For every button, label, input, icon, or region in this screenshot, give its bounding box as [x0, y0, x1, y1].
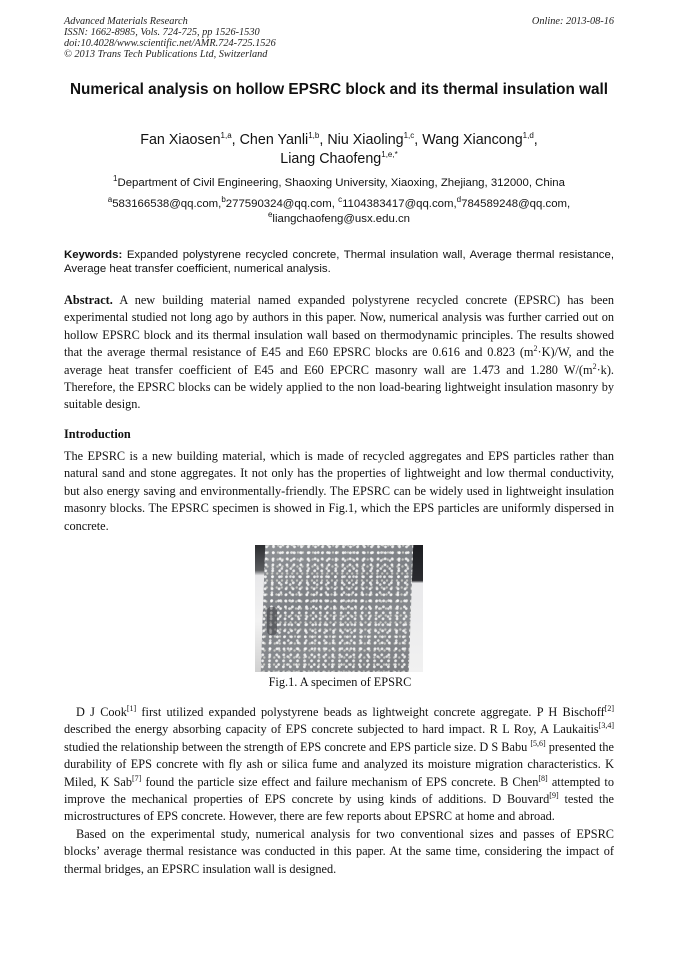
abstract: [64, 292, 614, 414]
keywords-text: Expanded polystyrene recycled concrete, Thermal insulation wall, Average thermal resistance, Average heat transfer coefficient, numerical analysis.: [64, 249, 615, 275]
paragraph-text: found the particle size effect and failure mechanism of EPS concrete. B Chen: [141, 774, 539, 789]
paragraph-text: described the energy absorbing capacity of EPS concrete subjected to hard impact. R L Roy, A Laukaitis: [64, 722, 599, 737]
email-superscript: e: [267, 210, 273, 220]
affiliation-superscript: 1: [113, 174, 118, 184]
author-superscript: 1,d: [522, 131, 534, 141]
email-superscript: a: [107, 195, 113, 205]
journal-header: [64, 16, 276, 60]
author-superscript: 1,a: [220, 131, 232, 141]
copyright-line: © 2013 Trans Tech Publications Ltd, Switzerland: [64, 49, 268, 60]
citation[interactable]: [8]: [538, 773, 548, 783]
journal-name: Advanced Materials Research: [64, 16, 188, 27]
email-superscript: b: [221, 195, 226, 205]
doi-line: doi:10.4028/www.scientific.net/AMR.724-725.1526: [64, 38, 276, 49]
author-superscript: 1,c: [403, 131, 415, 141]
citation[interactable]: [3,4]: [598, 721, 614, 731]
figure-caption: Fig.1. A specimen of EPSRC: [268, 675, 412, 689]
issn-line: ISSN: 1662-8985, Vols. 724-725, pp 1526-1530: [64, 27, 260, 38]
abstract-label: Abstract.: [64, 293, 113, 307]
author-name: Wang Xiancong: [422, 132, 523, 148]
email-link[interactable]: 277590324@qq.com: [225, 198, 332, 210]
abstract-text: ·k). Therefore, the EPSRC blocks can be widely applied to the non load-bearing lightweight insulation masonry by suitable design.: [64, 362, 614, 412]
paragraph-text: first utilized expanded polystyrene beads as lightweight concrete aggregate. P H Bischoff: [136, 705, 605, 719]
literature-review-paragraph: [64, 704, 614, 826]
citation[interactable]: [5,6]: [530, 738, 546, 748]
email-link[interactable]: liangchaofeng@usx.edu.cn: [272, 213, 411, 225]
study-scope-paragraph: Based on the experimental study, numerical analysis for two conventional sizes and passes of EPSRC blocks’ average thermal resistance was conducted in this paper. At the same time, considering the impact of thermal bridges, an EPSRC insulation wall is designed.: [64, 827, 614, 876]
paragraph-text: presented the durability of EPS concrete with fly ash or silica fume and analyzed its moisture migration characteristics. K Miled, K Sab: [64, 739, 614, 789]
concrete-slab: [261, 545, 413, 672]
author-superscript: 1,b: [308, 131, 320, 141]
abstract-text: A new building material named expanded polystyrene recycled concrete (EPSRC) has been experimental studied not long ago by authors in this paper. Now, numerical analysis was further carried out on hollow EPSRC block and its thermal insulation wall based on thermodynamic principles. The results showed that the average thermal resistance of E45 and E60 EPSRC blocks are 0.616 and 0.823 (m: [64, 293, 614, 360]
author-name: Chen Yanli: [239, 132, 309, 148]
citation[interactable]: [9]: [549, 790, 559, 800]
paper-title: Numerical analysis on hollow EPSRC block and its thermal insulation wall: [69, 81, 609, 98]
abstract-text: ·K)/W, and the average heat transfer coefficient of E45 and E60 EPCRC masonry wall are 1.473 and 1.280 W/(m: [64, 345, 614, 377]
citation[interactable]: [7]: [132, 773, 142, 783]
author-superscript: 1,e,*: [381, 150, 398, 160]
keywords: [64, 248, 614, 276]
author-name: Liang Chaofeng: [280, 151, 382, 167]
intro-paragraph: The EPSRC is a new building material, which is made of recycled aggregates and EPS particles rather than natural sand and stone aggregates. It not only has the properties of lightweight and low thermal conductivity, but also energy saving and environmentally-friendly. The EPSRC can be widely used in lightweight insulation masonry blocks. The EPSRC specimen is showed in Fig.1, which the EPS particles are uniformly dispersed in concrete.: [64, 449, 614, 533]
email-link[interactable]: 1104383417@qq.com: [342, 198, 454, 210]
email-superscript: c: [338, 195, 343, 205]
affiliation-text: Department of Civil Engineering, Shaoxing University, Xiaoxing, Zhejiang, 312000, China: [117, 177, 565, 189]
author-name: Niu Xiaoling: [327, 132, 404, 148]
paragraph-text: D J Cook: [76, 705, 127, 719]
citation[interactable]: [2]: [604, 703, 614, 713]
slab-stain: [267, 607, 277, 635]
citation[interactable]: [1]: [126, 703, 137, 713]
paragraph-text: studied the relationship between the strength of EPS concrete and EPS particle size. D S Babu: [64, 739, 531, 754]
epsrc-specimen-photo: [255, 545, 423, 672]
superscript: 2: [592, 361, 597, 371]
author-name: Fan Xiaosen: [140, 132, 221, 148]
affiliation: [64, 174, 614, 190]
email-link[interactable]: 784589248@qq.com: [461, 198, 568, 210]
paragraph-text: tested the microstructures of EPS concrete. However, there are few reports about EPSRC at home and abroad.: [64, 792, 614, 824]
paragraph-text: attempted to improve the mechanical properties of EPS concrete by using kinds of additions. D Bouvard: [64, 774, 614, 807]
superscript: 2: [533, 344, 538, 354]
online-date: Online: 2013-08-16: [531, 16, 614, 27]
email-link[interactable]: 583166538@qq.com: [112, 198, 219, 210]
author-list: Fan Xiaosen$^{1,a}$, Chen Yanli$^{1,b}$, Niu Xiaoling$^{1,c}$, Wang Xiancong$^{1,d}$, Liang Chaofeng$^{1,e,*}$: [140, 131, 538, 167]
email-superscript: d: [456, 195, 462, 205]
keywords-label: Keywords:: [64, 249, 123, 261]
email-list: $^a$583166538@qq.com,$^b$277590324@qq.com, $^c$1104383417@qq.com,$^d$784589248@qq.com, $^e$liangchaofeng@usx.edu.cn: [107, 195, 571, 225]
section-heading-introduction: Introduction: [64, 427, 131, 441]
